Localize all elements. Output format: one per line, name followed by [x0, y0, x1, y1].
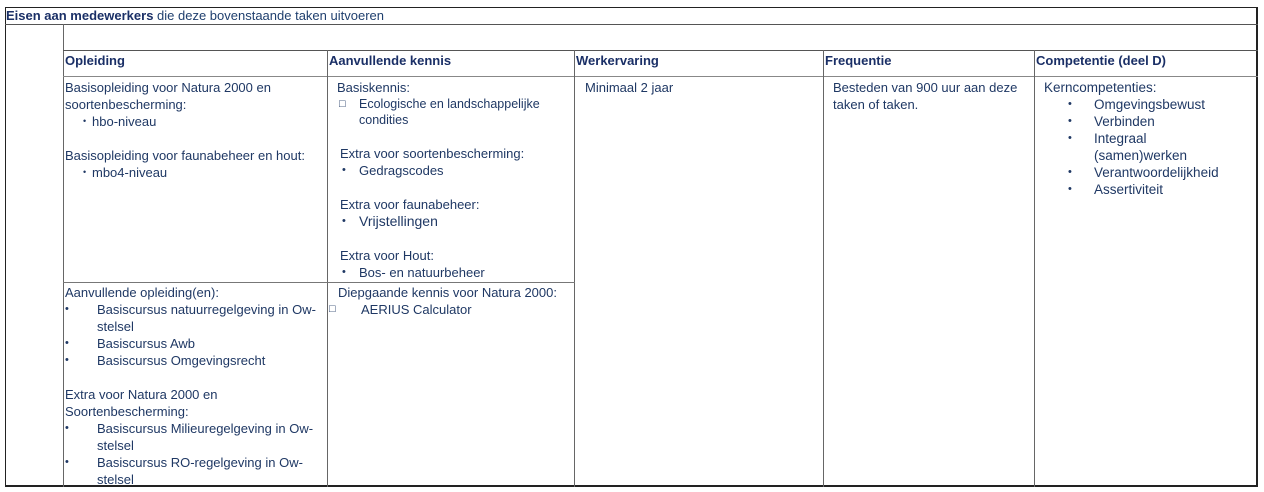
- header-bottom-divider: [63, 76, 1258, 77]
- header-werkervaring: Werkervaring: [576, 53, 659, 68]
- kennis-hout-item: • Bos- en natuurbeheer: [342, 265, 485, 280]
- kennis-soorten-heading: Extra voor soortenbescherming:: [340, 146, 525, 161]
- cell-werkervaring: Minimaal 2 jaar: [585, 80, 674, 95]
- kennis-diep-heading: Diepgaande kennis voor Natura 2000:: [338, 285, 557, 300]
- box-bullet-icon: □: [339, 98, 346, 110]
- subrow-divider: [63, 282, 575, 283]
- extra-item: • Basiscursus Milieuregelgeving in Ow-stelsel: [65, 421, 314, 453]
- col-divider-2: [574, 50, 575, 487]
- kennis-basis-heading: Basiskennis:: [337, 80, 410, 95]
- cell-frequentie: Besteden van 900 uur aan deze taken of taken.: [833, 80, 1018, 112]
- header-frequentie: Frequentie: [825, 53, 892, 68]
- section-title: [6, 8, 384, 23]
- aanvullend-item: • Basiscursus natuurregelgeving in Ow-stelsel: [65, 302, 316, 334]
- bullet-icon: •: [1068, 115, 1072, 127]
- kennis-soorten-item: • Gedragscodes: [342, 163, 444, 178]
- bullet-icon: •: [65, 456, 69, 468]
- aanvullend-item: • Basiscursus Awb: [65, 336, 196, 351]
- bullet-icon: •: [1068, 132, 1072, 144]
- bullet-icon: •: [342, 164, 346, 176]
- header-opleiding: Opleiding: [65, 53, 125, 68]
- extra-heading: Extra voor Natura 2000 en Soortenbescherming:: [65, 387, 218, 419]
- header-competentie: Competentie (deel D): [1036, 53, 1167, 68]
- bullet-icon: •: [342, 266, 346, 278]
- bullet-icon: •: [1068, 183, 1072, 195]
- aanvullend-item: • Basiscursus Omgevingsrecht: [65, 353, 266, 368]
- competentie-item: • Omgevingsbewust: [1068, 97, 1206, 112]
- cell-competentie: [1044, 79, 1254, 198]
- bullet-icon: •: [65, 422, 69, 434]
- competentie-item: • Verantwoordelijkheid: [1068, 165, 1219, 180]
- col-divider-3: [823, 50, 824, 487]
- bullet-icon: •: [65, 354, 69, 366]
- kennis-basis-item: □ Ecologische en landschappelijke condities: [339, 97, 540, 127]
- bullet-icon: •: [1068, 166, 1072, 178]
- bullet-icon: •: [65, 337, 69, 349]
- title-divider: [5, 24, 1258, 25]
- kennis-fauna-heading: Extra voor faunabeheer:: [340, 197, 480, 212]
- bullet-icon: •: [65, 303, 69, 315]
- header-top-divider: [63, 50, 1258, 51]
- section-title-rest: die deze bovenstaande taken uitvoeren: [153, 8, 384, 23]
- extra-item: • Basiscursus RO-regelgeving in Ow-stelsel: [65, 455, 303, 487]
- cell-kennis-basis: [337, 79, 571, 281]
- competentie-item: • Assertiviteit: [1068, 182, 1164, 197]
- competentie-item: • Verbinden: [1068, 114, 1155, 129]
- left-margin-divider: [63, 24, 64, 487]
- col-divider-1: [327, 50, 328, 487]
- bullet-icon: •: [342, 215, 346, 227]
- aanvullend-heading: Aanvullende opleiding(en):: [65, 285, 219, 300]
- kennis-hout-heading: Extra voor Hout:: [340, 248, 434, 263]
- cell-opleiding-aanvullend: [65, 284, 323, 488]
- basis1-heading: Basisopleiding voor Natura 2000 en soortenbescherming:: [65, 80, 271, 112]
- header-aanvullende-kennis: Aanvullende kennis: [329, 53, 452, 68]
- cell-opleiding-basis: [65, 79, 323, 181]
- basis2-heading: Basisopleiding voor faunabeheer en hout:: [65, 148, 305, 163]
- basis1-item: • hbo-niveau: [65, 113, 323, 130]
- basis2-item: • mbo4-niveau: [65, 164, 323, 181]
- cell-kennis-diepgaand: [329, 284, 569, 318]
- section-title-bold: Eisen aan medewerkers: [6, 8, 154, 23]
- kennis-diep-item: □ AERIUS Calculator: [329, 302, 472, 317]
- competentie-item: • Integraal (samen)werken: [1068, 131, 1188, 163]
- col-divider-4: [1034, 50, 1035, 487]
- kennis-fauna-item: • Vrijstellingen: [342, 213, 438, 229]
- competentie-heading: Kerncompetenties:: [1044, 80, 1157, 95]
- bullet-icon: •: [1068, 98, 1072, 110]
- box-bullet-icon: □: [329, 303, 336, 315]
